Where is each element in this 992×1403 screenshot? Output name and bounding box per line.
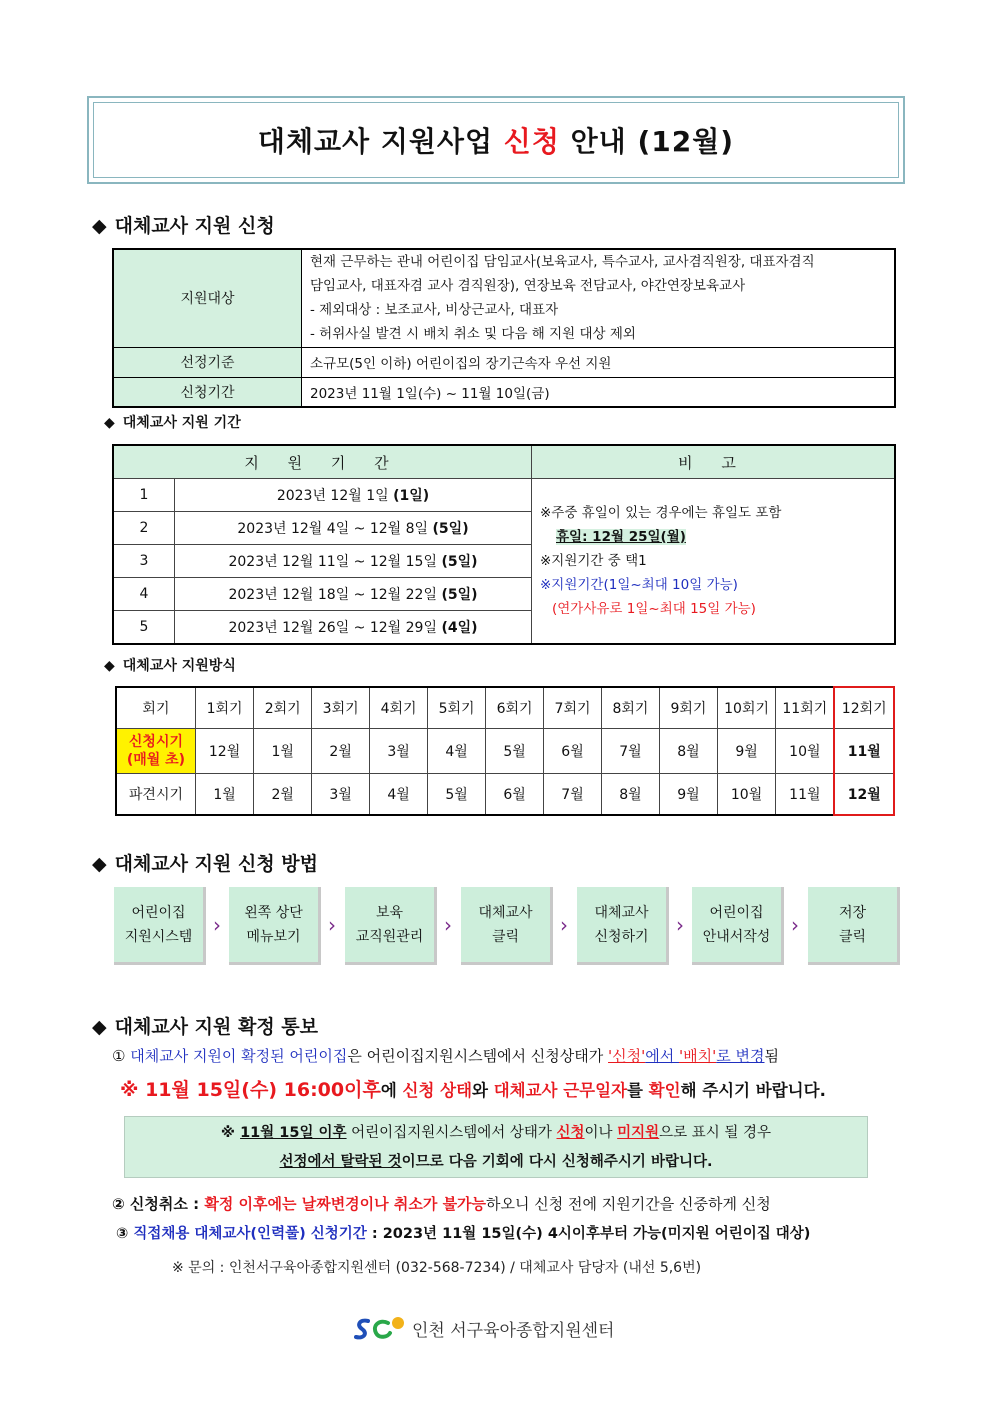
header-note: 비 고	[532, 445, 896, 479]
cancel-paragraph: ② 신청취소 : 확정 이후에는 날짜변경이나 취소가 불가능하오니 신청 전에 지원기간을 신중하게 신청	[112, 1195, 771, 1213]
table-row: 3 2023년 12월 11일 ~ 12월 15일 (5일)	[113, 545, 895, 578]
diamond-icon: ◆	[104, 415, 115, 431]
diamond-icon: ◆	[92, 1016, 107, 1038]
contact-line: ※ 문의 : 인천서구육아종합지원센터 (032-568-7234) / 대체교사 담당자 (내선 5,6번)	[172, 1260, 702, 1276]
footer-logo	[354, 1313, 614, 1343]
header-period: 지 원 기 간	[113, 445, 532, 479]
step-1: 어린이집 지원시스템	[114, 887, 206, 965]
table-row: 5 2023년 12월 26일 ~ 12월 29일 (4일)	[113, 611, 895, 645]
step-4: 대체교사 클릭	[461, 887, 553, 965]
chevron-right-icon: ›	[328, 913, 336, 937]
section-heading-apply: ◆ 대체교사 지원 신청	[92, 215, 275, 237]
table-row: 파견시기 1월 2월 3월 4월 5월 6월 7월 8월 9월 10월 11월 12월	[116, 774, 894, 816]
chevron-right-icon: ›	[213, 913, 221, 937]
step-7: 저장 클릭	[808, 887, 900, 965]
footer-org-name: 인천 서구육아종합지원센터	[412, 1320, 615, 1341]
diamond-icon: ◆	[104, 658, 115, 674]
notice-box: ※ 11월 15일 이후 어린이집지원시스템에서 상태가 신청이나 미지원으로 표시 될 경우 선정에서 탈락된 것이므로 다음 기회에 다시 신청해주시기 바랍니다.	[124, 1116, 868, 1178]
section-heading-how: ◆ 대체교사 지원 신청 방법	[92, 853, 319, 875]
direct-hire-paragraph: ③ 직접채용 대체교사(인력풀) 신청기간 : 2023년 11월 15일(수) 4시이후부터 가능(미지원 어린이집 대상)	[116, 1226, 811, 1242]
section-heading-period: ◆ 대체교사 지원 기간	[104, 415, 241, 431]
step-3: 보육 교직원관리	[345, 887, 437, 965]
label-criteria: 선정기준	[113, 347, 302, 377]
step-2: 왼쪽 상단 메뉴보기	[229, 887, 321, 965]
section-heading-method: ◆ 대체교사 지원방식	[104, 658, 236, 674]
diamond-icon: ◆	[92, 215, 107, 237]
table-row: 4 2023년 12월 18일 ~ 12월 22일 (5일)	[113, 578, 895, 611]
table-row: 회기 1회기 2회기 3회기 4회기 5회기 6회기 7회기 8회기 9회기 10회기 11회기 12회기	[116, 687, 894, 729]
title-box	[87, 96, 905, 184]
confirm-paragraph-1: ① 대체교사 지원이 확정된 어린이집은 어린이집지원시스템에서 신청상태가 '신청'에서 '배치'로 변경됨	[112, 1047, 779, 1065]
criteria-value: 소규모(5인 이하) 어린이집의 장기근속자 우선 지원	[302, 347, 896, 377]
diamond-icon: ◆	[92, 853, 107, 875]
apply-period-value: 2023년 11월 1일(수) ~ 11월 10일(금)	[302, 377, 896, 407]
table-row: 신청시기 (매월 초) 12월 1월 2월 3월 4월 5월 6월 7월 8월 9월 10월 11월	[116, 729, 894, 774]
chevron-right-icon: ›	[791, 913, 799, 937]
section-heading-confirm: ◆ 대체교사 지원 확정 통보	[92, 1016, 319, 1038]
support-period-table	[112, 444, 896, 645]
confirm-paragraph-2: ※ 11월 15일(수) 16:00이후에 신청 상태와 대체교사 근무일자를 확인해 주시기 바랍니다.	[120, 1079, 826, 1101]
chevron-right-icon: ›	[560, 913, 568, 937]
center-logo-icon	[354, 1313, 408, 1343]
step-6: 어린이집 안내서작성	[692, 887, 784, 965]
apply-info-table	[112, 248, 896, 408]
table-row: 2 2023년 12월 4일 ~ 12월 8일 (5일)	[113, 512, 895, 545]
table-row: 1 2023년 12월 1일 (1일) ※주중 휴일이 있는 경우에는 휴일도 포함 휴일: 12월 25일(월) ※지원기간 중 택1 ※지원기간(1일~최대 10일 가능) (연가사유로 1일~최대 15일 가능)	[113, 479, 895, 512]
chevron-right-icon: ›	[676, 913, 684, 937]
note-cell: ※주중 휴일이 있는 경우에는 휴일도 포함 휴일: 12월 25일(월) ※지원기간 중 택1 ※지원기간(1일~최대 10일 가능) (연가사유로 1일~최대 15일 가능)	[532, 479, 896, 645]
label-target: 지원대상	[113, 249, 302, 347]
label-apply-period: 신청기간	[113, 377, 302, 407]
round-schedule-table	[115, 686, 895, 816]
step-5: 대체교사 신청하기	[577, 887, 669, 965]
page-title: 대체교사 지원사업 신청 안내 (12월)	[257, 125, 735, 158]
chevron-right-icon: ›	[444, 913, 452, 937]
target-content: 현재 근무하는 관내 어린이집 담임교사(보육교사, 특수교사, 교사겸직원장, 대표자겸직 담임교사, 대표자겸 교사 겸직원장), 연장보육 전담교사, 야간연장보육교사 - 제외대상 : 보조교사, 비상근교사, 대표자 - 허위사실 발견 시 배치 취소 및 다음 해 지원 대상 제외	[302, 249, 896, 347]
